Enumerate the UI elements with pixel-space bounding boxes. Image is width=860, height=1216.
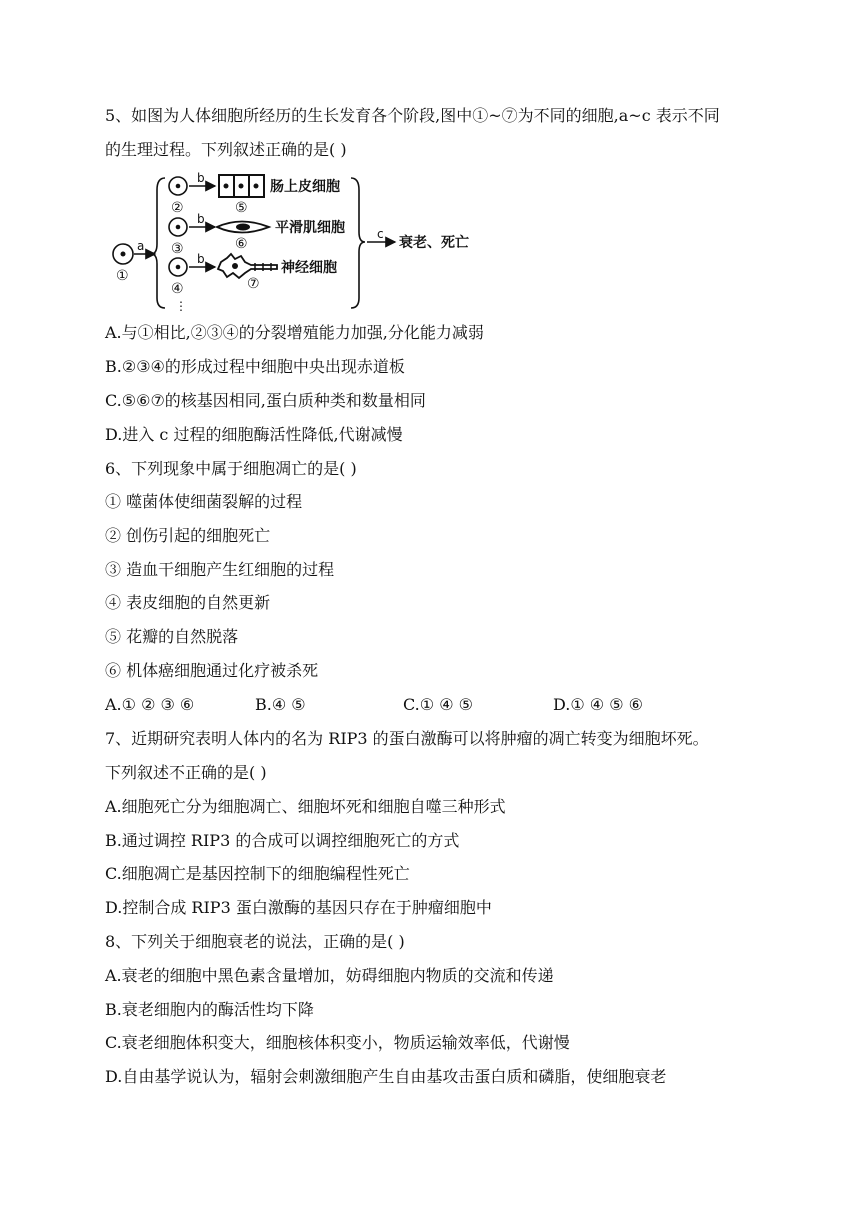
q5-option-c: C.⑤⑥⑦的核基因相同,蛋白质种类和数量相同	[105, 391, 426, 410]
smooth-muscle-label: 平滑肌细胞	[275, 220, 345, 236]
process-c-label: c	[377, 227, 384, 241]
q7-stem-line1: 7、近期研究表明人体内的名为 RIP3 的蛋白激酶可以将肿瘤的凋亡转变为细胞坏死。	[105, 729, 709, 748]
cell-5-label: ⑤	[235, 200, 248, 216]
process-b-label-row1: b	[197, 171, 205, 185]
q6-option-c: C.① ④ ⑤	[403, 695, 473, 714]
process-b-label-row3: b	[197, 252, 205, 266]
process-a-label: a	[137, 239, 145, 253]
q8-option-a: A.衰老的细胞中黑色素含量增加，妨碍细胞内物质的交流和传递	[105, 966, 554, 985]
cell-3-icon	[169, 218, 187, 236]
intestinal-epithelial-label: 肠上皮细胞	[270, 179, 340, 195]
q5-stem-line1: 5、如图为人体细胞所经历的生长发育各个阶段,图中①~⑦为不同的细胞,a~c 表示不同	[105, 106, 720, 125]
q5-option-a: A.与①相比,②③④的分裂增殖能力加强,分化能力减弱	[105, 323, 484, 342]
q7-option-b: B.通过调控 RIP3 的合成可以调控细胞死亡的方式	[105, 831, 460, 850]
q6-item-2: ② 创伤引起的细胞死亡	[105, 526, 271, 545]
intestinal-epithelial-cell-icon	[219, 175, 264, 197]
q7-option-c: C.细胞凋亡是基因控制下的细胞编程性死亡	[105, 864, 410, 883]
q7-stem-line2: 下列叙述不正确的是( )	[105, 763, 267, 782]
q6-item-5: ⑤ 花瓣的自然脱落	[105, 627, 239, 646]
ellipsis-dots: ⋮	[175, 299, 187, 313]
nerve-cell-icon	[218, 254, 277, 278]
cell-7-label: ⑦	[247, 276, 260, 292]
q5-option-d: D.进入 c 过程的细胞酶活性降低,代谢减慢	[105, 425, 403, 444]
q6-item-1: ① 噬菌体使细菌裂解的过程	[105, 492, 303, 511]
cell-2-icon	[169, 177, 187, 195]
q6-item-6: ⑥ 机体癌细胞通过化疗被杀死	[105, 661, 319, 680]
aging-death-label: 衰老、死亡	[399, 235, 469, 251]
cell-differentiation-figure	[105, 170, 485, 315]
q7-option-a: A.细胞死亡分为细胞凋亡、细胞坏死和细胞自噬三种形式	[105, 797, 506, 816]
q6-options-row	[105, 695, 705, 715]
cell-1-label: ①	[116, 268, 129, 284]
q8-option-d: D.自由基学说认为，辐射会刺激细胞产生自由基攻击蛋白质和磷脂，使细胞衰老	[105, 1067, 667, 1086]
q6-option-b: B.④ ⑤	[255, 695, 306, 714]
process-b-label-row2: b	[197, 212, 205, 226]
q8-option-c: C.衰老细胞体积变大，细胞核体积变小，物质运输效率低，代谢慢	[105, 1033, 570, 1052]
cell-2-label: ②	[171, 200, 184, 216]
cell-3-label: ③	[171, 241, 184, 257]
cell-4-label: ④	[171, 281, 184, 297]
q8-option-b: B.衰老细胞内的酶活性均下降	[105, 1000, 314, 1019]
q5-option-b: B.②③④的形成过程中细胞中央出现赤道板	[105, 357, 405, 376]
smooth-muscle-cell-icon	[217, 222, 269, 233]
cell-4-icon	[169, 258, 187, 276]
q6-item-3: ③ 造血干细胞产生红细胞的过程	[105, 560, 335, 579]
q6-option-d: D.① ④ ⑤ ⑥	[553, 695, 643, 714]
q6-option-a: A.① ② ③ ⑥	[105, 695, 195, 714]
q5-stem-line2: 的生理过程。下列叙述正确的是( )	[105, 140, 347, 159]
right-brace	[351, 178, 365, 308]
left-brace	[151, 178, 165, 308]
q6-item-4: ④ 表皮细胞的自然更新	[105, 593, 271, 612]
nerve-cell-label: 神经细胞	[281, 260, 337, 276]
q6-stem: 6、下列现象中属于细胞凋亡的是( )	[105, 459, 357, 478]
cell-6-label: ⑥	[235, 236, 248, 252]
q7-option-d: D.控制合成 RIP3 蛋白激酶的基因只存在于肿瘤细胞中	[105, 898, 492, 917]
cell-1-icon	[113, 244, 133, 264]
q8-stem: 8、下列关于细胞衰老的说法，正确的是( )	[105, 932, 405, 951]
